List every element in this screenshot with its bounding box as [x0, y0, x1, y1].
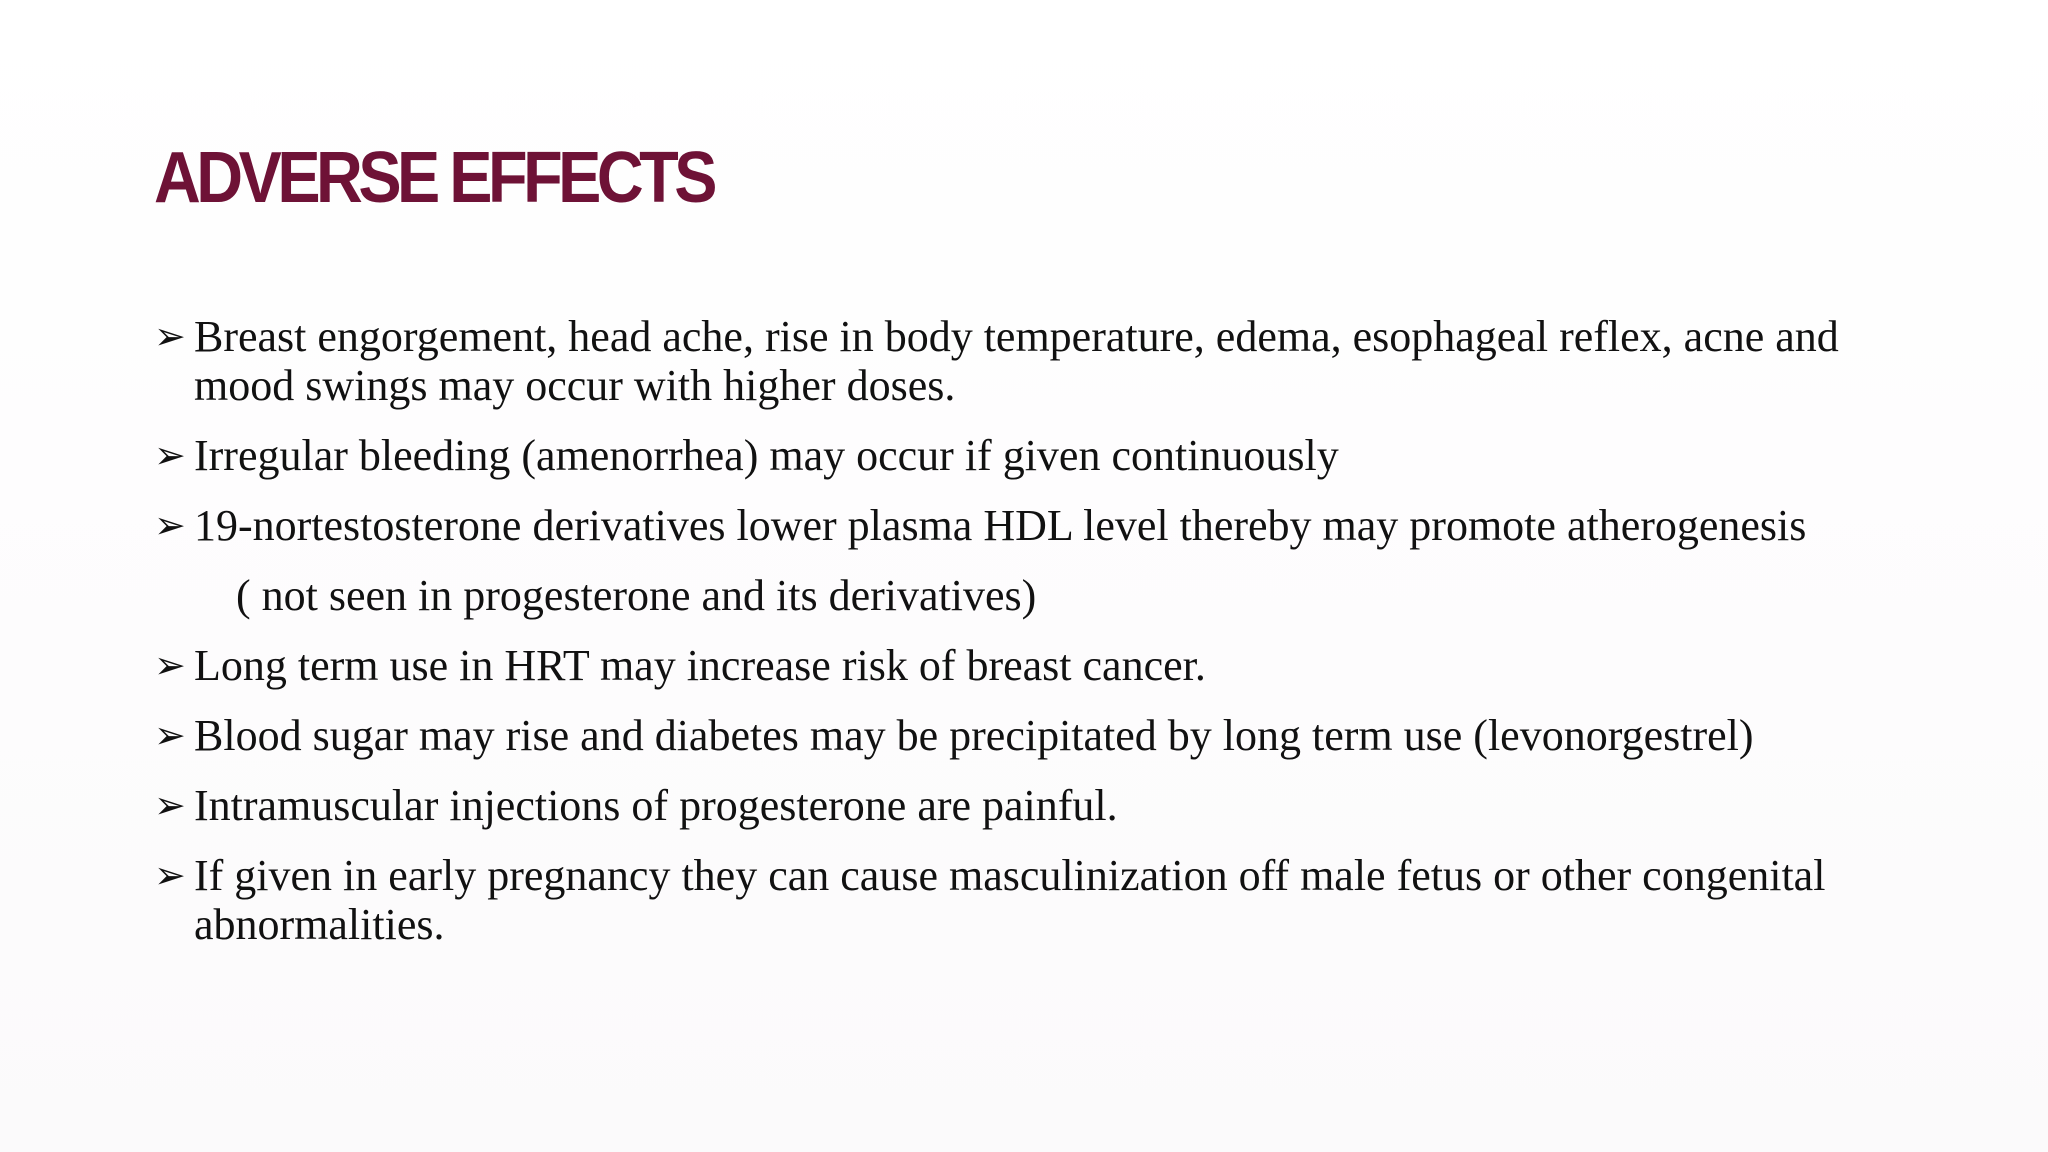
list-item — [154, 781, 1894, 830]
list-item-text: Irregular bleeding (amenorrhea) may occur if given continuously — [194, 431, 1339, 480]
arrowhead-bullet-icon: ➢ — [154, 503, 186, 547]
list-item-text: Blood sugar may rise and diabetes may be precipitated by long term use (levonorgestrel) — [194, 711, 1754, 760]
list-item — [154, 641, 1894, 690]
list-item — [154, 501, 1894, 550]
slide-title: ADVERSE EFFECTS — [154, 138, 713, 218]
list-item-text: If given in early pregnancy they can cause masculinization off male fetus or other congenital abnormalities. — [194, 851, 1826, 949]
arrowhead-bullet-icon: ➢ — [154, 314, 186, 358]
list-item-text: Long term use in HRT may increase risk of breast cancer. — [194, 641, 1206, 690]
list-item-text: 19-nortestosterone derivatives lower plasma HDL level thereby may promote atherogenesis — [194, 501, 1807, 550]
bullet-list — [154, 312, 1894, 970]
list-item-note: ( not seen in progesterone and its derivatives) — [236, 571, 1037, 620]
list-item — [154, 711, 1894, 760]
arrowhead-bullet-icon: ➢ — [154, 433, 186, 477]
list-item — [154, 312, 1894, 410]
list-item — [154, 431, 1894, 480]
arrowhead-bullet-icon: ➢ — [154, 853, 186, 897]
arrowhead-bullet-icon: ➢ — [154, 643, 186, 687]
list-item — [154, 851, 1894, 949]
list-item-text: Intramuscular injections of progesterone are painful. — [194, 781, 1118, 830]
arrowhead-bullet-icon: ➢ — [154, 783, 186, 827]
arrowhead-bullet-icon: ➢ — [154, 713, 186, 757]
list-item-text: Breast engorgement, head ache, rise in body temperature, edema, esophageal reflex, acne and mood swings may occur with higher doses. — [194, 312, 1839, 410]
